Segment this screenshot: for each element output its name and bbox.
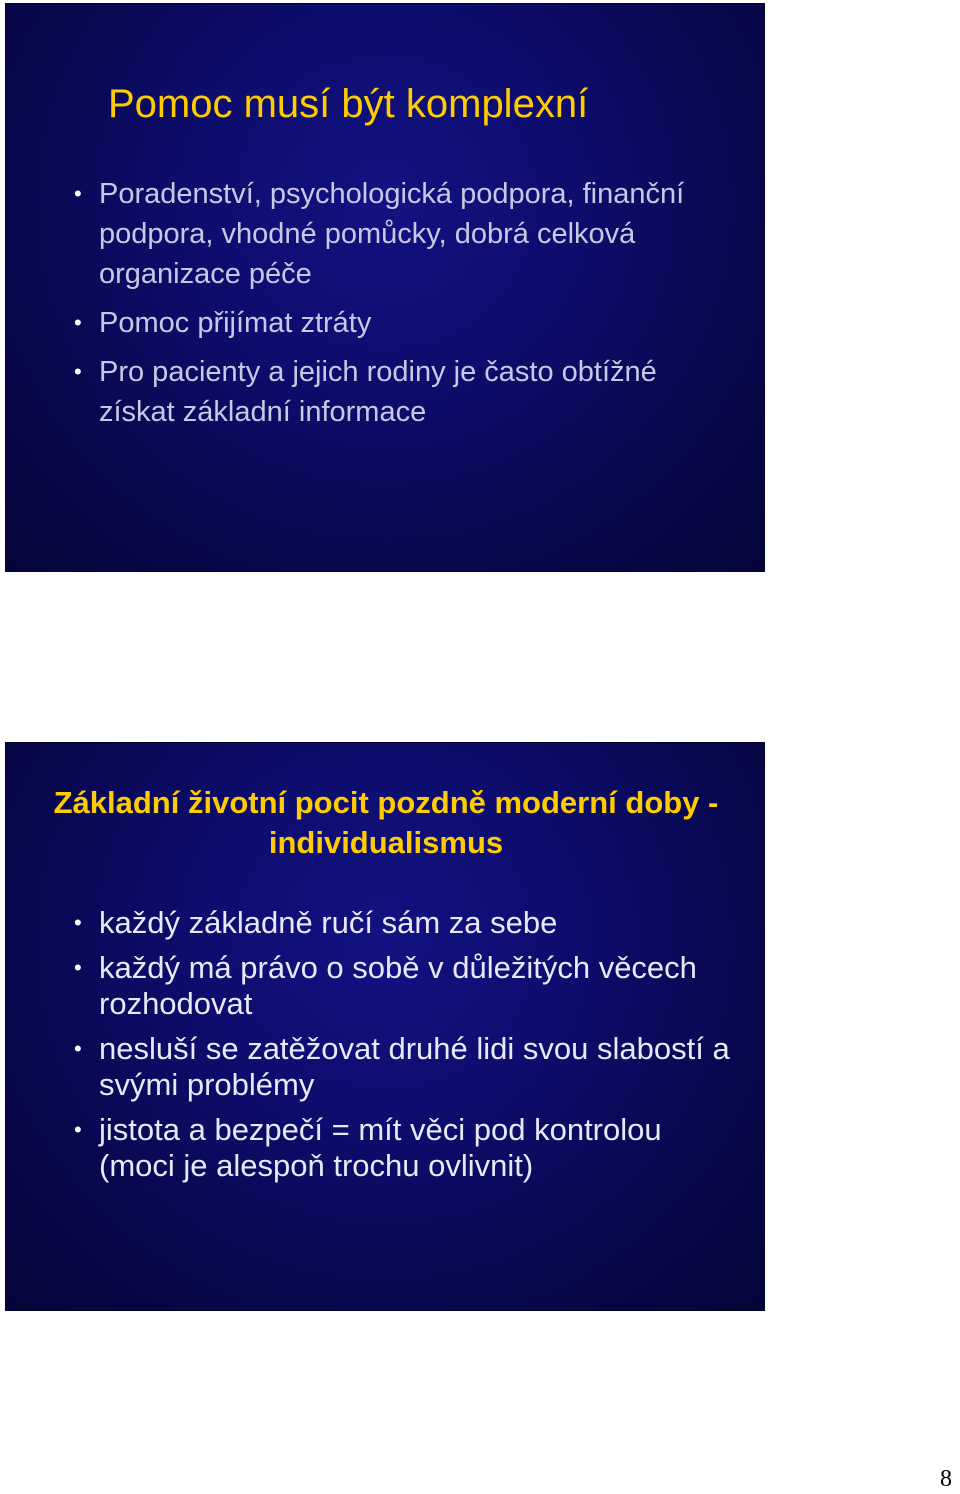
slide-1-bullet-list [74,174,734,441]
bullet-text: Pro pacienty a jejich rodiny je často obtížné získat základní informace [99,356,657,428]
list-item [74,950,734,1022]
bullet-icon: • [74,310,82,335]
list-item [74,352,734,432]
bullet-icon: • [74,359,82,384]
slide-2-title: Základní životní pocit pozdně moderní doby - individualismus [53,785,719,860]
bullet-text: Poradenství, psychologická podpora, finanční podpora, vhodné pomůcky, dobrá celková organizace péče [99,178,685,290]
bullet-icon: • [74,181,82,206]
bullet-icon: • [74,955,82,980]
bullet-text: každý základně ručí sám za sebe [99,905,558,940]
slide-1-title: Pomoc musí být komplexní [108,82,589,126]
list-item [74,905,734,941]
bullet-icon: • [74,1117,82,1142]
bullet-text: nesluší se zatěžovat druhé lidi svou slabostí a svými problémy [99,1031,730,1102]
bullet-icon: • [74,910,82,935]
slide-2-bullet-list [74,905,734,1193]
list-item [74,1112,734,1184]
list-item [74,303,734,343]
bullet-text: Pomoc přijímat ztráty [99,307,372,339]
list-item [74,1031,734,1103]
list-item [74,174,734,294]
page-number: 8 [940,1466,952,1492]
slide-1 [5,3,765,572]
bullet-text: jistota a bezpečí = mít věci pod kontrolou (moci je alespoň trochu ovlivnit) [99,1112,662,1183]
bullet-text: každý má právo o sobě v důležitých věcech rozhodovat [99,950,697,1021]
bullet-icon: • [74,1036,82,1061]
slide-2 [5,742,765,1311]
